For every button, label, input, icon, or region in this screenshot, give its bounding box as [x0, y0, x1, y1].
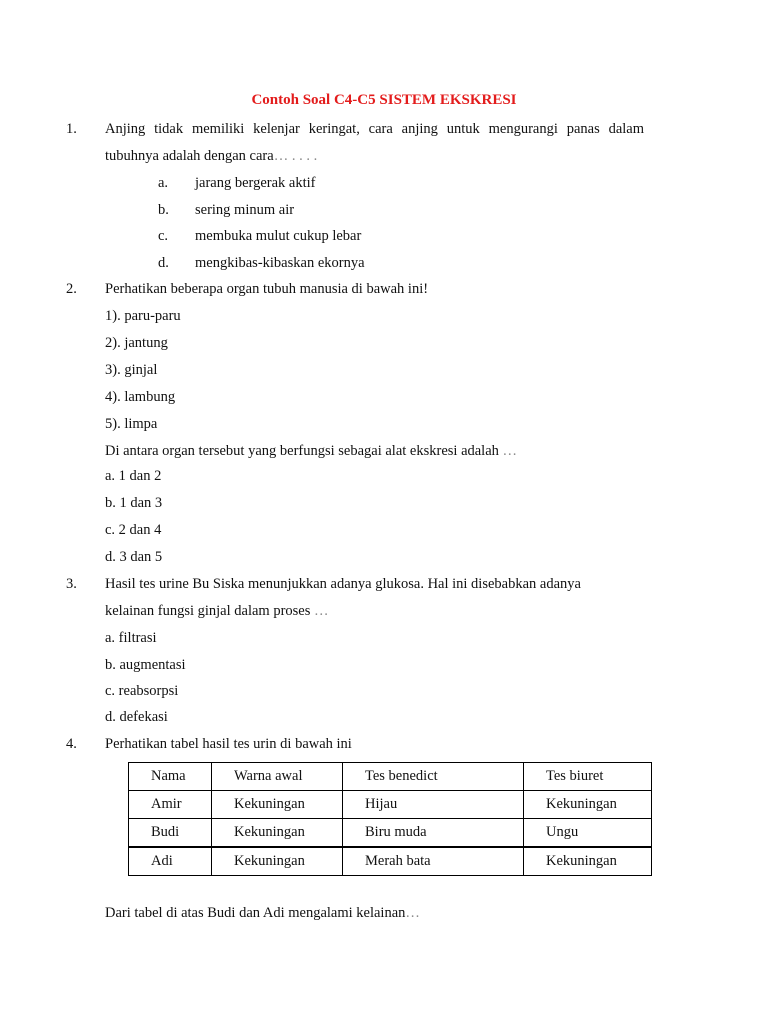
- question-1-option-c-text: membuka mulut cukup lebar: [195, 228, 362, 244]
- question-3-option: b. augmentasi: [105, 657, 186, 673]
- table-row: [129, 819, 652, 848]
- table-row: [129, 847, 652, 876]
- table-cell: Biru muda: [343, 819, 524, 848]
- table-cell: Budi: [129, 819, 212, 848]
- table-header-row: [129, 763, 652, 791]
- question-2-option: b. 1 dan 3: [105, 495, 163, 511]
- question-2-question: [105, 443, 517, 460]
- question-1-option-a-letter: a.: [158, 175, 169, 191]
- question-4-question: [105, 905, 420, 922]
- table-cell: Kekuningan: [524, 847, 652, 876]
- table-cell: Hijau: [343, 791, 524, 819]
- question-4-stem: Perhatikan tabel hasil tes urin di bawah ini: [105, 736, 352, 752]
- table-cell: Adi: [129, 847, 212, 876]
- question-3-option: c. reabsorpsi: [105, 683, 179, 699]
- table-cell: Kekuningan: [212, 819, 343, 848]
- question-2-item: 4). lambung: [105, 389, 176, 405]
- question-1-option-b-text: sering minum air: [195, 202, 295, 218]
- question-1-option-d-letter: d.: [158, 255, 169, 271]
- question-1-number: 1.: [66, 121, 77, 137]
- table-cell: Ungu: [524, 819, 652, 848]
- question-1-option-b-letter: b.: [158, 202, 169, 218]
- question-1-line-2: [105, 148, 317, 165]
- table-cell: Merah bata: [343, 847, 524, 876]
- question-1-option-c-letter: c.: [158, 228, 169, 244]
- question-3-ellipsis: …: [314, 603, 329, 619]
- question-3-option: d. defekasi: [105, 709, 168, 725]
- question-4-question-text: Dari tabel di atas Budi dan Adi mengalami kelainan: [105, 905, 406, 921]
- question-2-ellipsis: …: [502, 443, 518, 459]
- question-2-number: 2.: [66, 281, 77, 297]
- question-2-item: 5). limpa: [105, 416, 158, 432]
- question-4-number: 4.: [66, 736, 77, 752]
- table-header-cell: Warna awal: [212, 763, 343, 791]
- table-header-cell: Tes benedict: [343, 763, 524, 791]
- question-1-line-2-text: tubuhnya adalah dengan cara: [105, 148, 274, 164]
- table-row: [129, 791, 652, 819]
- table-header-cell: Nama: [129, 763, 212, 791]
- table-cell: Amir: [129, 791, 212, 819]
- question-3-number: 3.: [66, 576, 77, 592]
- question-3-option: a. filtrasi: [105, 630, 157, 646]
- question-2-question-text: Di antara organ tersebut yang berfungsi sebagai alat ekskresi adalah: [105, 443, 499, 459]
- question-1-ellipsis: … . . . .: [273, 148, 318, 164]
- question-2-option: a. 1 dan 2: [105, 468, 162, 484]
- table-cell: Kekuningan: [212, 791, 343, 819]
- question-3-line-2: [105, 603, 329, 620]
- question-2-stem: Perhatikan beberapa organ tubuh manusia di bawah ini!: [105, 281, 429, 297]
- question-2-item: 3). ginjal: [105, 362, 158, 378]
- table-header-cell: Tes biuret: [524, 763, 652, 791]
- question-2-item: 2). jantung: [105, 335, 168, 351]
- question-3-line-1: Hasil tes urine Bu Siska menunjukkan adanya glukosa. Hal ini disebabkan adanya: [105, 576, 581, 592]
- question-4-ellipsis: …: [405, 905, 420, 921]
- question-2-item: 1). paru-paru: [105, 308, 181, 324]
- table-cell: Kekuningan: [212, 847, 343, 876]
- document-title: Contoh Soal C4-C5 SISTEM EKSKRESI: [251, 92, 517, 108]
- table-cell: Kekuningan: [524, 791, 652, 819]
- question-1-option-d-text: mengkibas-kibaskan ekornya: [195, 255, 365, 271]
- question-1-line-1: Anjing tidak memiliki kelenjar keringat, cara anjing untuk mengurangi panas dalam: [105, 121, 644, 137]
- urine-test-table: [128, 762, 652, 876]
- question-3-line-2-text: kelainan fungsi ginjal dalam proses: [105, 603, 311, 619]
- question-2-option: d. 3 dan 5: [105, 549, 163, 565]
- question-2-option: c. 2 dan 4: [105, 522, 162, 538]
- question-1-option-a-text: jarang bergerak aktif: [195, 175, 316, 191]
